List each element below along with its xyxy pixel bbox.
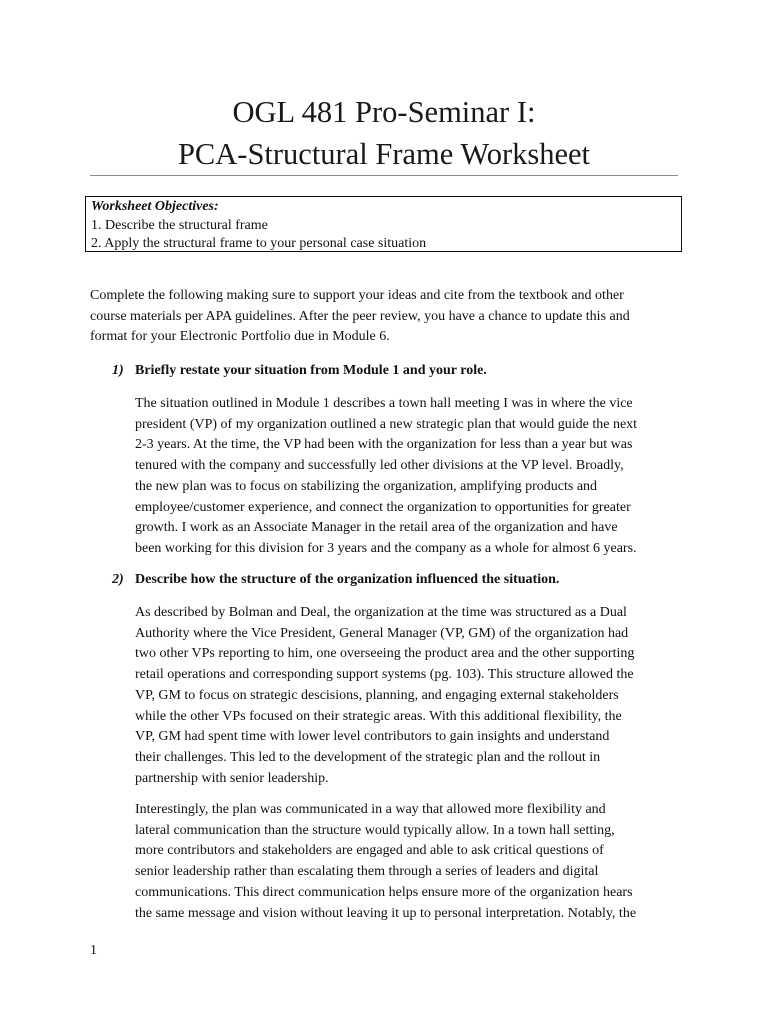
text-line: format for your Electronic Portfolio due in Module 6. [90, 329, 390, 345]
text-line: tenured with the company and successfully led other divisions at the VP level. Broadly, [135, 458, 624, 474]
text-line: Interestingly, the plan was communicated in a way that allowed more flexibility and [135, 802, 606, 817]
document-title-line-2: PCA-Structural Frame Worksheet [177, 137, 591, 171]
objective-item: 1. Describe the structural frame [91, 217, 268, 233]
text-line: employee/customer experience, and connect the organization to opportunities for greater [135, 499, 631, 515]
title-divider [90, 175, 678, 176]
text-line: the new plan was to focus on stabilizing the organization, amplifying products and [135, 478, 598, 494]
text-line: two other VPs reporting to him, one overseeing the product area and the other supporting [135, 646, 635, 662]
objective-item: 2. Apply the structural frame to your personal case situation [91, 236, 427, 251]
text-line: the same message and vision without leaving it up to personal interpretation. Notably, the [135, 905, 637, 921]
text-line: VP, GM to focus on strategic descisions, planning, and engaging external stakeholders [135, 687, 619, 703]
text-line: VP, GM had spent time with lower level contributors to gain insights and understand [135, 729, 610, 745]
page-number: 1 [90, 943, 97, 958]
text-line: senior leadership rather than escalating them through a series of leaders and digital [135, 864, 599, 880]
text-line: 2-3 years. At the time, the VP had been with the organization for less than a year but was [135, 437, 633, 453]
text-line: The situation outlined in Module 1 describes a town hall meeting I was in where the vice [135, 396, 633, 411]
text-line: growth. I work as an Associate Manager in the retail area of the organization and have [135, 520, 618, 536]
question-number: 1) [112, 363, 124, 378]
text-line: As described by Bolman and Deal, the organization at the time was structured as a Dual [135, 605, 627, 620]
text-line: lateral communication than the structure would typically allow. In a town hall setting, [135, 822, 615, 838]
text-line: retail operations and corresponding support systems (pg. 103). This structure allowed the [135, 667, 634, 683]
intro-paragraph [90, 286, 630, 348]
text-line: their challenges. This led to the development of the strategic plan and the rollout in [135, 749, 601, 765]
answer-2-paragraph-2 [135, 800, 636, 924]
document-title-line-1: OGL 481 Pro-Seminar I: [232, 95, 536, 129]
text-line: president (VP) of my organization outlined a new strategic plan that would guide the next [135, 416, 638, 432]
answer-2-paragraph-1 [135, 603, 634, 789]
text-line: partnership with senior leadership. [135, 770, 329, 786]
answer-1-paragraph-1 [135, 394, 637, 560]
objectives-box [85, 196, 682, 252]
objectives-heading: Worksheet Objectives: [91, 199, 219, 214]
text-line: more contributors and stakeholders are engaged and able to ask critical questions of [135, 843, 604, 859]
question-number: 2) [112, 572, 124, 587]
text-line: while the other VPs focused on their strategic areas. With this additional flexibility, the [135, 708, 622, 724]
text-line: Authority where the Vice President, General Manager (VP, GM) of the organization had [135, 625, 629, 641]
question-text: Briefly restate your situation from Module 1 and your role. [135, 363, 487, 378]
text-line: Complete the following making sure to support your ideas and cite from the textbook and other [90, 288, 624, 303]
text-line: been working for this division for 3 years and the company as a whole for almost 6 years. [135, 540, 637, 556]
text-line: communications. This direct communication helps ensure more of the organization hears [135, 884, 633, 900]
text-line: course materials per APA guidelines. After the peer review, you have a chance to update this and [90, 308, 630, 324]
question-text: Describe how the structure of the organization influenced the situation. [135, 572, 560, 587]
